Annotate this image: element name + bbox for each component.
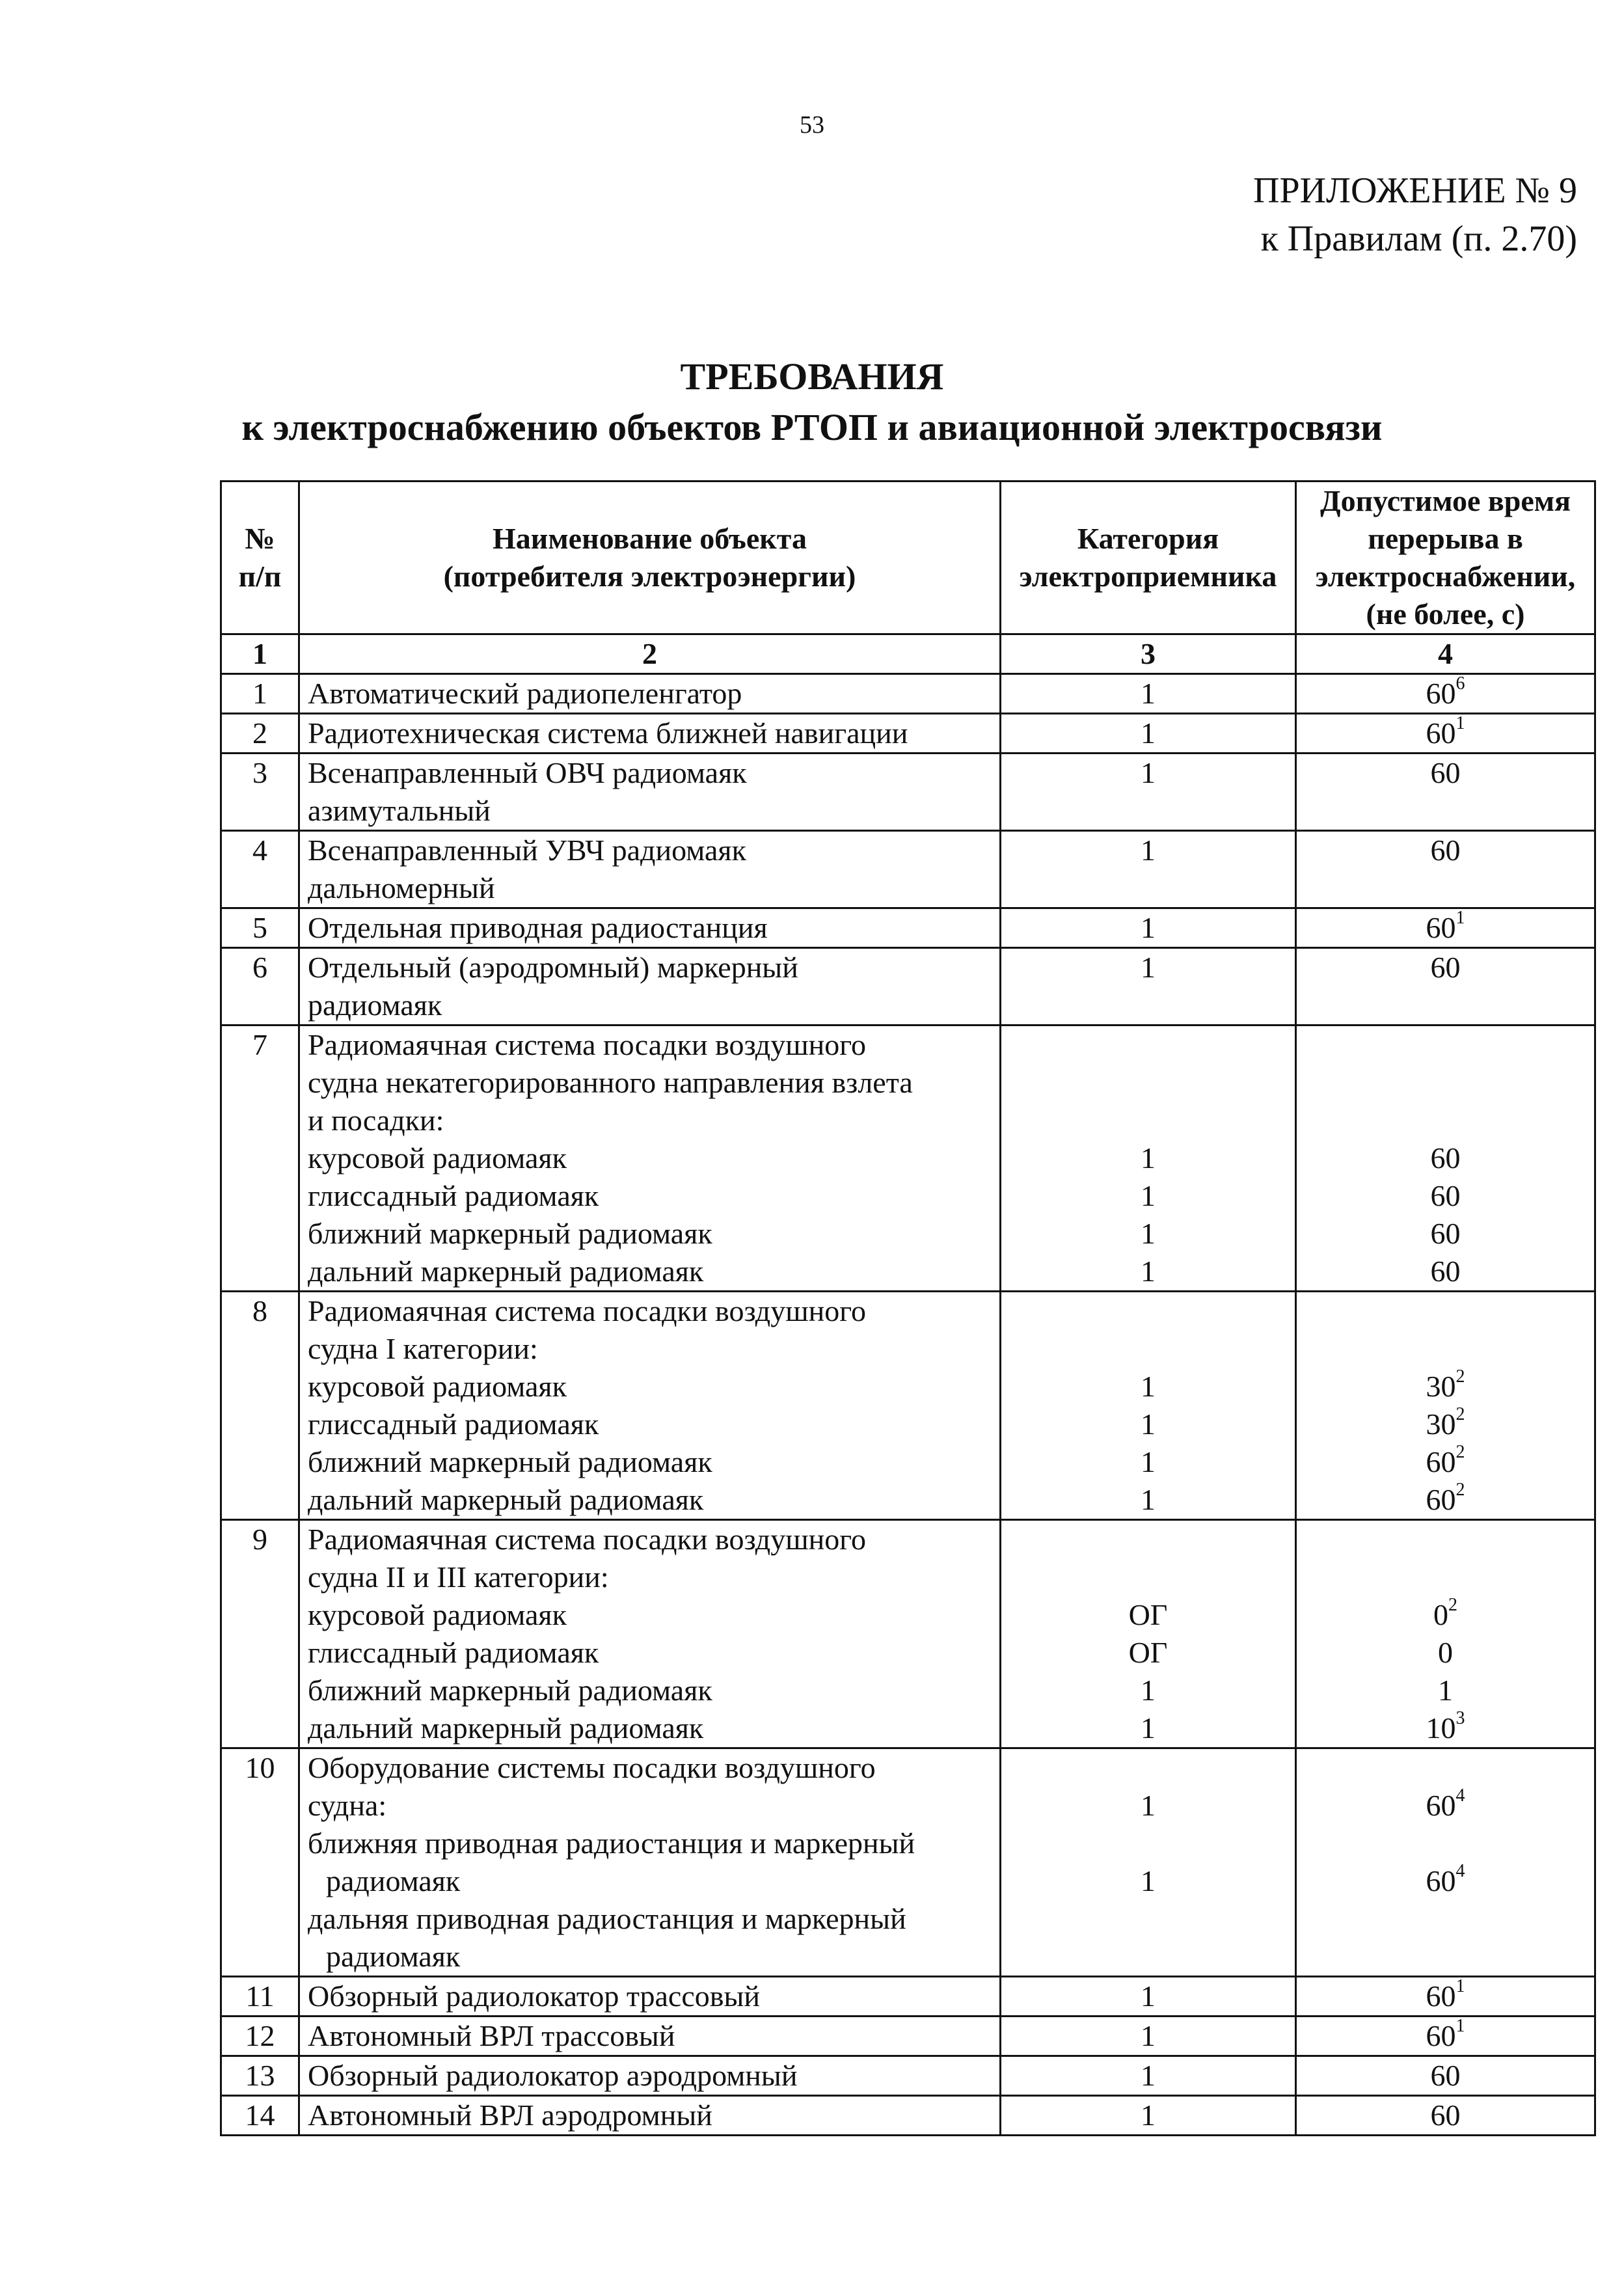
table-row (221, 2056, 1595, 2096)
object-name-line: Всенаправленный УВЧ радиомаяк (308, 834, 746, 867)
footnote-ref: 6 (1455, 673, 1465, 694)
category-value: 1 (1141, 716, 1156, 750)
time-value (1305, 1558, 1586, 1596)
object-name-line: судна I категории: (308, 1332, 538, 1365)
object-name-line: радиомаяк (326, 1940, 461, 1973)
time-number: 60 (1430, 2099, 1461, 2132)
time-cell (1296, 1292, 1595, 1520)
time-value (1305, 1177, 1586, 1215)
object-name-line: курсовой радиомаяк (308, 1370, 567, 1403)
category-value: 1 (1141, 1141, 1156, 1175)
row-number: 8 (221, 1292, 299, 1520)
object-name (299, 1748, 1001, 1977)
object-name-line: дальний маркерный радиомаяк (308, 1255, 704, 1288)
requirements-table (220, 480, 1594, 2136)
row-number: 7 (221, 1026, 299, 1292)
time-value (1305, 1215, 1586, 1253)
category-value: 1 (1141, 1217, 1156, 1250)
time-number: 60 (1426, 1864, 1456, 1897)
column-number-row (221, 634, 1595, 674)
category-value (1009, 1558, 1287, 1596)
page-number: 53 (800, 111, 824, 139)
footnote-ref: 1 (1455, 907, 1465, 928)
appendix-number: ПРИЛОЖЕНИЕ № 9 (1253, 170, 1577, 211)
time-value (1305, 1064, 1586, 1102)
category-value: ОГ (1128, 1598, 1168, 1631)
object-name-line: Отдельный (аэродромный) маркерный (308, 951, 798, 984)
object-name-line: и посадки: (308, 1104, 444, 1137)
time-value (1305, 1672, 1586, 1709)
time-value (1305, 1938, 1586, 1976)
object-name-line: ближний маркерный радиомаяк (308, 1674, 712, 1707)
time-value (1305, 1330, 1586, 1368)
time-cell (1296, 1026, 1595, 1292)
table-row (221, 2096, 1595, 2136)
header-category (1001, 482, 1296, 634)
object-name (299, 1292, 1001, 1520)
time-value (1305, 1900, 1586, 1938)
row-number: 10 (221, 1748, 299, 1977)
category-cell (1001, 1520, 1296, 1748)
header-name (299, 482, 1001, 634)
time-number: 60 (1426, 1445, 1456, 1478)
category-cell (1001, 2056, 1296, 2096)
time-number: 60 (1430, 1255, 1461, 1288)
object-name-line: Автоматический радиопеленгатор (308, 677, 742, 710)
table-row (221, 2017, 1595, 2056)
object-name-line: ближняя приводная радиостанция и маркерный (308, 1827, 915, 1860)
object-name-line: глиссадный радиомаяк (308, 1179, 599, 1212)
category-value (1009, 1825, 1287, 1862)
row-number: 14 (221, 2096, 299, 2136)
header-category-line: Категория (1077, 522, 1219, 555)
time-cell (1296, 2096, 1595, 2136)
time-number: 0 (1438, 1636, 1453, 1669)
object-name-line: дальний маркерный радиомаяк (308, 1483, 704, 1516)
object-name-line: азимутальный (308, 794, 491, 827)
category-value: 1 (1141, 911, 1156, 944)
object-name-line: дальномерный (308, 871, 495, 904)
category-value (1009, 1521, 1287, 1558)
time-number: 1 (1438, 1674, 1453, 1707)
footnote-ref: 4 (1455, 1860, 1465, 1881)
time-number: 60 (1430, 756, 1461, 789)
category-value (1009, 1102, 1287, 1139)
category-value: 1 (1141, 1179, 1156, 1212)
object-name (299, 674, 1001, 714)
time-value (1305, 1102, 1586, 1139)
row-number: 12 (221, 2017, 299, 2056)
appendix-heading (1253, 167, 1577, 263)
object-name-line: глиссадный радиомаяк (308, 1407, 599, 1441)
category-value: 1 (1141, 951, 1156, 984)
footnote-ref: 1 (1455, 2015, 1465, 2036)
object-name-line: Радиомаячная система посадки воздушного (308, 1523, 866, 1556)
row-number: 6 (221, 948, 299, 1026)
category-value: 1 (1141, 1483, 1156, 1516)
object-name-line: курсовой радиомаяк (308, 1598, 567, 1631)
category-cell (1001, 2017, 1296, 2056)
time-cell (1296, 2056, 1595, 2096)
time-value (1305, 1596, 1586, 1634)
header-time-line: Допустимое время (1320, 484, 1571, 517)
object-name-line: ближний маркерный радиомаяк (308, 1445, 712, 1478)
header-time-line: (не более, с) (1366, 597, 1525, 631)
time-value (1305, 1481, 1586, 1519)
header-name-line: Наименование объекта (493, 522, 807, 555)
object-name (299, 2096, 1001, 2136)
category-value (1009, 1064, 1287, 1102)
object-name-line: Автономный ВРЛ трассовый (308, 2019, 675, 2052)
category-value: 1 (1141, 1864, 1156, 1897)
header-num-line: № (245, 522, 275, 555)
table-row (221, 1520, 1595, 1748)
time-value (1305, 909, 1586, 947)
category-cell (1001, 948, 1296, 1026)
category-value: 1 (1141, 1979, 1156, 2013)
time-value (1305, 714, 1586, 752)
object-name (299, 1520, 1001, 1748)
time-number: 60 (1430, 951, 1461, 984)
object-name-line: дальняя приводная радиостанция и маркерный (308, 1902, 906, 1935)
time-cell (1296, 2017, 1595, 2056)
header-time (1296, 482, 1595, 634)
footnote-ref: 2 (1455, 1441, 1465, 1462)
time-cell (1296, 831, 1595, 908)
category-value (1009, 1900, 1287, 1938)
time-number: 60 (1426, 911, 1456, 944)
time-number: 60 (1426, 716, 1456, 750)
time-number: 60 (1430, 1141, 1461, 1175)
category-cell (1001, 1977, 1296, 2017)
object-name (299, 1977, 1001, 2017)
category-value: 1 (1141, 2019, 1156, 2052)
table-row (221, 908, 1595, 948)
footnote-ref: 1 (1455, 713, 1465, 733)
table-header-row (221, 482, 1595, 634)
time-value (1305, 2057, 1586, 2095)
table-row (221, 714, 1595, 754)
object-name-line: курсовой радиомаяк (308, 1141, 567, 1175)
object-name (299, 2056, 1001, 2096)
table-row (221, 754, 1595, 831)
time-value (1305, 1709, 1586, 1747)
table-row (221, 674, 1595, 714)
category-cell (1001, 2096, 1296, 2136)
category-value: 1 (1141, 1674, 1156, 1707)
time-cell (1296, 1977, 1595, 2017)
column-number: 1 (221, 634, 299, 674)
column-number: 4 (1296, 634, 1595, 674)
time-number: 60 (1426, 2019, 1456, 2052)
header-category-line: электроприемника (1019, 560, 1277, 593)
time-value (1305, 1749, 1586, 1787)
object-name-line: дальний маркерный радиомаяк (308, 1711, 704, 1745)
category-cell (1001, 831, 1296, 908)
object-name-line: судна: (308, 1789, 387, 1822)
object-name (299, 908, 1001, 948)
object-name-line: Автономный ВРЛ аэродромный (308, 2099, 712, 2132)
header-num-line: п/п (238, 560, 282, 593)
category-value (1009, 1330, 1287, 1368)
time-value (1305, 2097, 1586, 2134)
time-cell (1296, 908, 1595, 948)
header-time-line: электроснабжении, (1315, 560, 1576, 593)
time-number: 0 (1433, 1598, 1448, 1631)
category-value (1009, 1749, 1287, 1787)
row-number: 13 (221, 2056, 299, 2096)
category-value: 1 (1141, 1445, 1156, 1478)
time-value (1305, 1292, 1586, 1330)
table-row (221, 1026, 1595, 1292)
time-value (1305, 1634, 1586, 1672)
category-value: 1 (1141, 1370, 1156, 1403)
time-number: 60 (1430, 1179, 1461, 1212)
time-value (1305, 1825, 1586, 1862)
object-name-line: глиссадный радиомаяк (308, 1636, 599, 1669)
time-cell (1296, 948, 1595, 1026)
object-name-line: Радиомаячная система посадки воздушного (308, 1028, 866, 1061)
header-num (221, 482, 299, 634)
footnote-ref: 4 (1455, 1785, 1465, 1806)
category-value: 1 (1141, 834, 1156, 867)
object-name-line: Всенаправленный ОВЧ радиомаяк (308, 756, 747, 789)
column-number: 3 (1001, 634, 1296, 674)
title-subtitle: к электроснабжению объектов РТОП и авиационной электросвязи (241, 406, 1383, 448)
category-value: 1 (1141, 1255, 1156, 1288)
category-cell (1001, 674, 1296, 714)
time-value (1305, 675, 1586, 713)
object-name-line: ближний маркерный радиомаяк (308, 1217, 712, 1250)
object-name-line: Обзорный радиолокатор трассовый (308, 1979, 760, 2013)
time-cell (1296, 754, 1595, 831)
object-name (299, 754, 1001, 831)
row-number: 5 (221, 908, 299, 948)
object-name-line: Обзорный радиолокатор аэродромный (308, 2059, 798, 2092)
category-value: 1 (1141, 1407, 1156, 1441)
object-name (299, 948, 1001, 1026)
footnote-ref: 2 (1455, 1479, 1465, 1500)
table-row (221, 1977, 1595, 2017)
header-name-line: (потребителя электроэнергии) (443, 560, 856, 593)
object-name (299, 2017, 1001, 2056)
time-value (1305, 1139, 1586, 1177)
object-name-line: радиомаяк (308, 988, 442, 1022)
category-value: 1 (1141, 1711, 1156, 1745)
category-value: 1 (1141, 756, 1156, 789)
category-value: 1 (1141, 1789, 1156, 1822)
table-row (221, 831, 1595, 908)
time-value (1305, 754, 1586, 792)
title-main: ТРЕБОВАНИЯ (680, 355, 944, 398)
category-cell (1001, 1748, 1296, 1977)
header-time-line: перерыва в (1368, 522, 1523, 555)
time-value (1305, 1406, 1586, 1443)
category-cell (1001, 1026, 1296, 1292)
object-name-line: радиомаяк (326, 1864, 461, 1897)
category-value: 1 (1141, 2059, 1156, 2092)
category-cell (1001, 754, 1296, 831)
time-cell (1296, 714, 1595, 754)
table-row (221, 948, 1595, 1026)
object-name-line: судна II и III категории: (308, 1560, 609, 1594)
time-value (1305, 1862, 1586, 1900)
category-value (1009, 1026, 1287, 1064)
category-value (1009, 1938, 1287, 1976)
row-number: 2 (221, 714, 299, 754)
table-row (221, 1292, 1595, 1520)
time-value (1305, 1977, 1586, 2015)
category-cell (1001, 1292, 1296, 1520)
time-number: 60 (1426, 1483, 1456, 1516)
object-name-line: судна некатегорированного направления взлета (308, 1066, 913, 1099)
time-value (1305, 949, 1586, 986)
time-number: 60 (1430, 1217, 1461, 1250)
time-value (1305, 1787, 1586, 1825)
object-name (299, 831, 1001, 908)
category-value: 1 (1141, 2099, 1156, 2132)
appendix-reference: к Правилам (п. 2.70) (1260, 219, 1577, 259)
object-name-line: Радиомаячная система посадки воздушного (308, 1294, 866, 1327)
category-value: 1 (1141, 677, 1156, 710)
time-number: 60 (1426, 677, 1456, 710)
row-number: 1 (221, 674, 299, 714)
time-value (1305, 1253, 1586, 1290)
footnote-ref: 2 (1455, 1366, 1465, 1387)
time-number: 60 (1430, 834, 1461, 867)
row-number: 9 (221, 1520, 299, 1748)
time-cell (1296, 674, 1595, 714)
object-name-line: Отдельная приводная радиостанция (308, 911, 768, 944)
row-number: 11 (221, 1977, 299, 2017)
time-number: 60 (1430, 2059, 1461, 2092)
time-number: 60 (1426, 1979, 1456, 2013)
footnote-ref: 2 (1448, 1594, 1457, 1615)
document-title (0, 351, 1624, 453)
row-number: 4 (221, 831, 299, 908)
object-name (299, 714, 1001, 754)
footnote-ref: 1 (1455, 1976, 1465, 1996)
table-body (221, 674, 1595, 2136)
category-value: ОГ (1128, 1636, 1168, 1669)
time-cell (1296, 1748, 1595, 1977)
time-number: 30 (1426, 1370, 1456, 1403)
table-row (221, 1748, 1595, 1977)
time-number: 10 (1426, 1711, 1456, 1745)
footnote-ref: 3 (1455, 1707, 1465, 1728)
time-value (1305, 2017, 1586, 2055)
time-value (1305, 1521, 1586, 1558)
category-cell (1001, 714, 1296, 754)
time-value (1305, 1026, 1586, 1064)
category-cell (1001, 908, 1296, 948)
object-name-line: Радиотехническая система ближней навигации (308, 716, 908, 750)
object-name (299, 1026, 1001, 1292)
time-value (1305, 1443, 1586, 1481)
column-number: 2 (299, 634, 1001, 674)
table (220, 480, 1596, 2136)
time-value (1305, 832, 1586, 869)
footnote-ref: 2 (1455, 1404, 1465, 1424)
row-number: 3 (221, 754, 299, 831)
time-number: 30 (1426, 1407, 1456, 1441)
category-value (1009, 1292, 1287, 1330)
object-name-line: Оборудование системы посадки воздушного (308, 1751, 876, 1784)
time-value (1305, 1368, 1586, 1406)
time-number: 60 (1426, 1789, 1456, 1822)
time-cell (1296, 1520, 1595, 1748)
